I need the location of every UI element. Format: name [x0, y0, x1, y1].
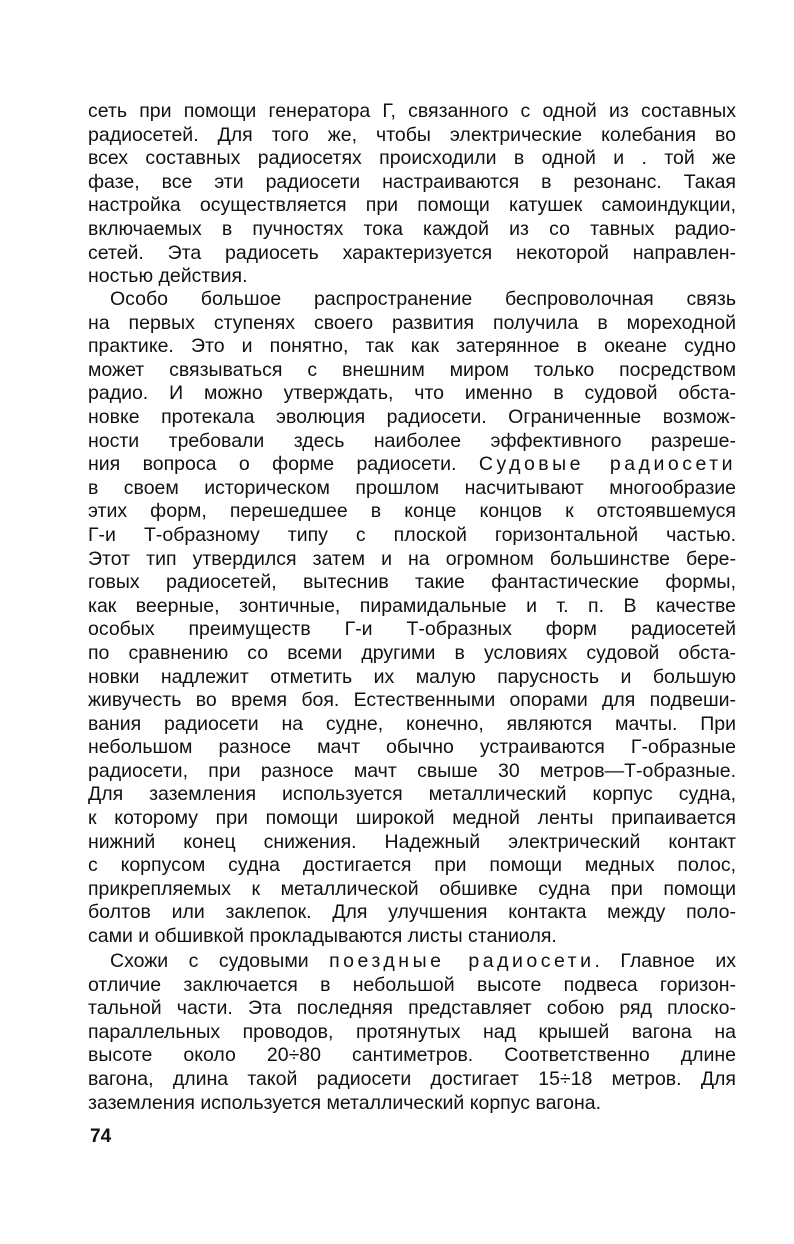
- text-line: [88, 382, 736, 406]
- text-segment: сетей. Эта радиосеть характеризуется некоторой направлен-: [88, 241, 736, 264]
- text-line: [88, 901, 736, 925]
- text-line: [88, 595, 736, 619]
- text-line: [88, 548, 736, 572]
- text-segment: отличие заключается в небольшой высоте подвеса горизон-: [88, 973, 736, 996]
- text-segment: настройка осуществляется при помощи катушек самоиндукции,: [88, 194, 736, 217]
- text-segment: всех составных радиосетях происходили в одной и . той же: [88, 147, 736, 170]
- paragraph-2: [88, 288, 736, 949]
- text-segment: к которому при помощи широкой медной ленты припаивается: [88, 807, 736, 830]
- text-line: [88, 736, 736, 760]
- text-line: [88, 359, 736, 383]
- paragraph-1: [88, 100, 736, 289]
- text-segment: высоте около 20÷80 сантиметров. Соответственно длине: [88, 1044, 736, 1067]
- text-line: [88, 335, 736, 359]
- text-line: [88, 171, 736, 195]
- text-line: [88, 666, 736, 690]
- text-segment: небольшом разносе мачт обычно устраиваются Г-образные: [88, 736, 736, 759]
- text-segment: Схожи с судовыми: [110, 950, 330, 972]
- text-line: [88, 878, 736, 902]
- text-segment: Для заземления используется металлический корпус судна,: [88, 783, 736, 806]
- text-line: [88, 618, 736, 642]
- text-segment: фазе, все эти радиосети настраиваются в резонанс. Такая: [88, 170, 736, 193]
- text-segment: особых преимуществ Г-и Т-образных форм радиосетей: [88, 618, 736, 641]
- text-segment: Особо большое распространение беспроволочная связь: [110, 288, 736, 310]
- text-line: [88, 974, 736, 998]
- text-line: [88, 288, 736, 312]
- text-segment: новке протекала эволюция радиосети. Ограниченные возмож-: [88, 405, 736, 428]
- text-segment: живучесть во время боя. Естественными опорами для подвеши-: [88, 689, 736, 712]
- text-segment: сами и обшивкой прокладываются листы станиоля.: [88, 925, 557, 948]
- text-line: [88, 1092, 736, 1116]
- text-line: [88, 997, 736, 1021]
- text-line: [88, 689, 736, 713]
- text-line: [88, 571, 736, 595]
- text-segment: прикрепляемых к металлической обшивке судна при помощи: [88, 877, 736, 900]
- text-segment: тальной части. Эта последняя представляет собою ряд плоско-: [88, 997, 736, 1020]
- text-line: [88, 453, 736, 477]
- text-line: [88, 312, 736, 336]
- text-segment: сеть при помощи генератора Г, связанного с одной из составных: [88, 100, 736, 122]
- spaced-emphasis-text: Судовые радиосети: [478, 453, 736, 476]
- text-segment: ния вопроса о форме радиосети.: [88, 453, 479, 476]
- text-line: [88, 854, 736, 878]
- text-segment: . Главное их: [594, 950, 736, 972]
- text-segment: радио. И можно утверждать, что именно в судовой обста-: [88, 382, 736, 405]
- text-segment: вагона, длина такой радиосети достигает 15÷18 метров. Для: [88, 1067, 736, 1090]
- text-line: [88, 477, 736, 501]
- text-line: [88, 1068, 736, 1092]
- text-segment: на первых ступенях своего развития получила в мореходной: [88, 311, 736, 334]
- text-segment: новки надлежит отметить их малую парусность и большую: [88, 665, 736, 688]
- text-segment: Г-и Т-образному типу с плоской горизонтальной частью.: [88, 523, 736, 546]
- text-line: [88, 430, 736, 454]
- text-line: [88, 760, 736, 784]
- text-line: [88, 950, 736, 974]
- text-segment: включаемых в пучностях тока каждой из со тавных радио-: [88, 217, 736, 240]
- text-segment: нижний конец снижения. Надежный электрический контакт: [88, 830, 736, 853]
- text-line: [88, 713, 736, 737]
- text-segment: как веерные, зонтичные, пирамидальные и т. п. В качестве: [88, 594, 736, 617]
- text-line: [88, 1021, 736, 1045]
- text-line: [88, 100, 736, 124]
- text-segment: с корпусом судна достигается при помощи медных полос,: [88, 854, 736, 877]
- text-segment: параллельных проводов, протянутых над крышей вагона на: [88, 1020, 736, 1043]
- text-segment: заземления используется металлический корпус вагона.: [88, 1091, 601, 1114]
- text-line: [88, 642, 736, 666]
- text-segment: говых радиосетей, вытеснив такие фантастические формы,: [88, 571, 736, 594]
- text-segment: этих форм, перешедшее в конце концов к отстоявшемуся: [88, 500, 736, 523]
- text-line: [88, 807, 736, 831]
- text-segment: практике. Это и понятно, так как затерянное в океане судно: [88, 335, 736, 358]
- page-number: 74: [90, 1126, 112, 1147]
- spaced-emphasis-text: поездные радиосети: [329, 950, 595, 972]
- text-line: [88, 147, 736, 171]
- text-segment: в своем историческом прошлом насчитывают многообразие: [88, 476, 736, 499]
- text-segment: по сравнению со всеми другими в условиях судовой обста-: [88, 641, 736, 664]
- text-line: [88, 194, 736, 218]
- text-line: [88, 124, 736, 148]
- paragraph-3: [88, 950, 736, 1115]
- text-line: [88, 242, 736, 266]
- text-segment: болтов или заклепок. Для улучшения контакта между поло-: [88, 901, 736, 924]
- text-segment: радиосетей. Для того же, чтобы электрические колебания во: [88, 123, 736, 146]
- text-segment: ности требовали здесь наиболее эффективного разреше-: [88, 429, 736, 452]
- text-line: [88, 406, 736, 430]
- text-line: [88, 524, 736, 548]
- text-line: [88, 500, 736, 524]
- text-line: [88, 783, 736, 807]
- text-line: [88, 831, 736, 855]
- text-line: [88, 1044, 736, 1068]
- text-segment: может связываться с внешним миром только посредством: [88, 358, 736, 381]
- text-line: [88, 218, 736, 242]
- text-line: [88, 925, 736, 949]
- text-segment: ностью действия.: [88, 265, 248, 288]
- text-segment: радиосети, при разносе мачт свыше 30 метров—Т-образные.: [88, 759, 736, 782]
- text-line: [88, 265, 736, 289]
- text-segment: Этот тип утвердился затем и на огромном большинстве бере-: [88, 547, 736, 570]
- text-segment: вания радиосети на судне, конечно, являются мачты. При: [88, 712, 736, 735]
